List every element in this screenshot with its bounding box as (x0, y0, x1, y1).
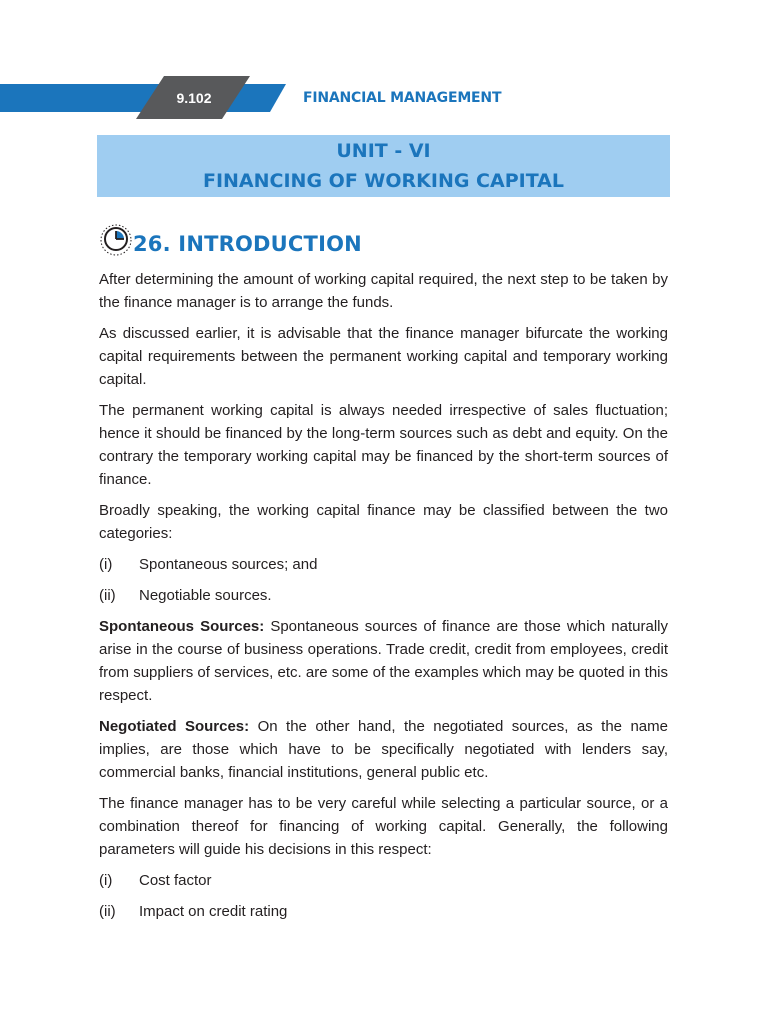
term-text: Spontaneous sources of finance are those which naturally arise in the course of business operations. Trade credit, credit from employees, credit from suppliers of services, etc. are some of the examples which may be quoted in this respect. (99, 618, 669, 704)
paragraph: After determining the amount of working capital required, the next step to be taken by the finance manager is to arrange the funds. (99, 271, 668, 311)
list-number: (i) (99, 872, 113, 889)
term-label: Spontaneous Sources: (99, 618, 265, 635)
list-text: Cost factor (139, 872, 212, 889)
list-item (99, 553, 668, 576)
paragraph (99, 615, 668, 707)
list-number: (ii) (99, 587, 116, 604)
unit-title-box (97, 135, 670, 197)
body-content (99, 268, 668, 931)
paragraph: Broadly speaking, the working capital finance may be classified between the two categories: (99, 502, 668, 542)
paragraph: As discussed earlier, it is advisable that the finance manager bifurcate the working capital requirements between the permanent working capital and temporary working capital. (99, 325, 668, 388)
term-label: Negotiated Sources: (99, 718, 250, 735)
list-item (99, 584, 668, 607)
list-text: Negotiable sources. (139, 587, 272, 604)
page-number: 9.102 (176, 90, 212, 106)
unit-title: FINANCING OF WORKING CAPITAL (202, 170, 564, 192)
section-heading: 26. INTRODUCTION (133, 232, 362, 256)
list-item (99, 900, 668, 923)
unit-number: UNIT - VI (336, 140, 431, 162)
list-text: Spontaneous sources; and (139, 556, 318, 573)
running-title: FINANCIAL MANAGEMENT (303, 90, 502, 106)
paragraph: The finance manager has to be very careful while selecting a particular source, or a combination thereof for financing of working capital. Generally, the following parameters will guide his decisions in this respect: (99, 795, 668, 858)
list-number: (ii) (99, 903, 116, 920)
clock-icon (99, 223, 133, 257)
list-item (99, 869, 668, 892)
term-text: On the other hand, the negotiated sources, as the name implies, are those which have to be specifically negotiated with lenders say, commercial banks, financial institutions, general public etc. (99, 718, 668, 781)
paragraph: The permanent working capital is always needed irrespective of sales fluctuation; hence it should be financed by the long-term sources such as debt and equity. On the contrary the temporary working capital may be financed by the short-term sources of finance. (99, 402, 668, 488)
paragraph (99, 715, 668, 784)
list-text: Impact on credit rating (139, 903, 288, 920)
list-number: (i) (99, 556, 113, 573)
